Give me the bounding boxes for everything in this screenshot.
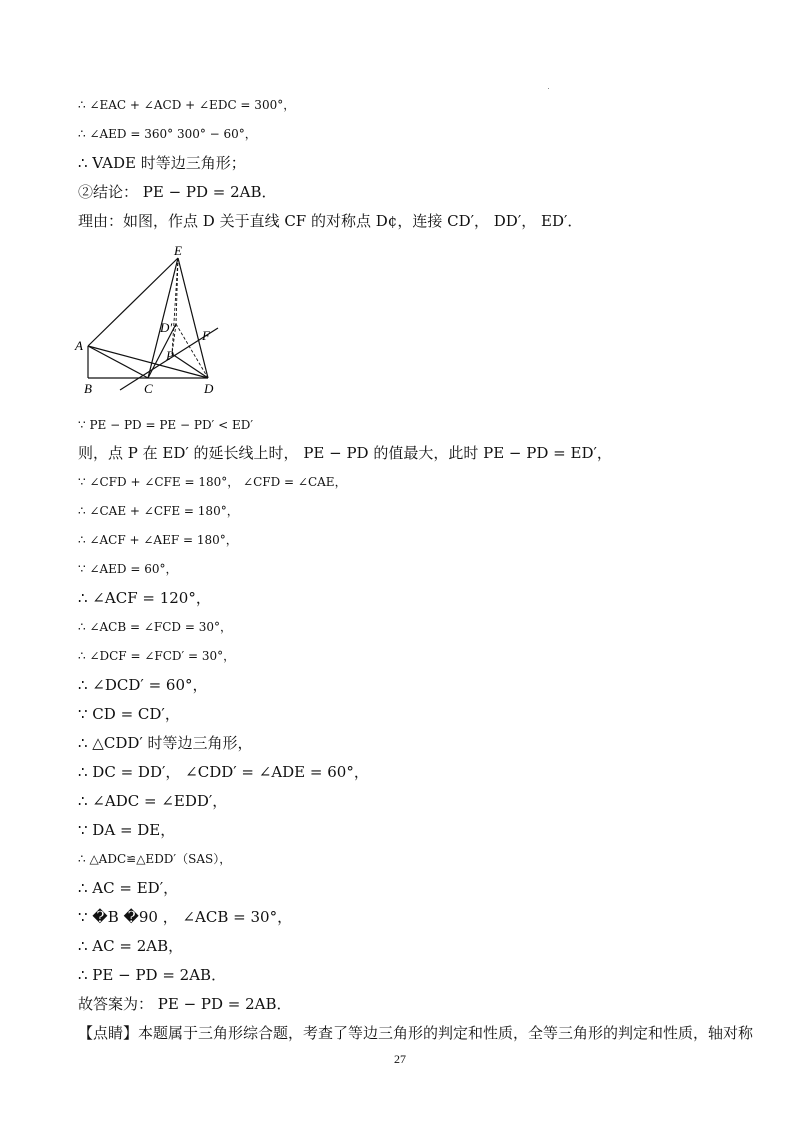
text-line: ∴ PE − PD = 2AB．	[78, 966, 227, 984]
text-line: ∴ ∠CAE + ∠CFE = 180°，	[78, 504, 239, 518]
text-line: ∴ ∠ACF = 120°，	[78, 589, 211, 607]
label-C: C	[144, 381, 153, 396]
label-E: E	[174, 243, 182, 258]
text-line: ∵ DA = DE，	[78, 821, 176, 839]
text-line: ∴ ∠ADC = ∠EDD′，	[78, 792, 228, 810]
label-F: F	[202, 328, 210, 343]
text-line: ∴ ∠DCF = ∠FCD′ = 30°，	[78, 649, 236, 663]
text-line: ∴ AC = 2AB，	[78, 937, 184, 955]
text-line: ∴ DC = DD′， ∠CDD′ = ∠ADE = 60°，	[78, 763, 369, 781]
segment-AD	[88, 346, 208, 378]
text-line: 故答案为： PE − PD = 2AB．	[78, 995, 292, 1013]
label-D: D	[204, 381, 214, 396]
text-line: ∵ CD = CD′，	[78, 705, 180, 723]
text-line: ∵ ∠AED = 60°，	[78, 562, 178, 576]
text-line: ②结论： PE − PD = 2AB．	[78, 183, 277, 201]
label-D-prime: D′	[160, 320, 173, 335]
dashed-ED-prime	[176, 258, 178, 324]
text-line: ∴ VADE 时等边三角形；	[78, 154, 246, 172]
label-P: P	[166, 348, 174, 363]
text-line: ∴ △ADC≌△EDD′（SAS），	[78, 852, 232, 866]
scan-speck	[548, 88, 549, 89]
text-line: ∴ ∠EAC + ∠ACD + ∠EDC = 300°，	[78, 98, 296, 112]
text-line: ∴ ∠DCD′ = 60°，	[78, 676, 208, 694]
text-line: ∴ ∠AED = 360° 300° − 60°，	[78, 127, 257, 141]
text-line: ∴ AC = ED′，	[78, 879, 179, 897]
segment-AC	[88, 346, 148, 378]
geometry-figure	[70, 240, 230, 400]
label-B: B	[84, 381, 92, 396]
page-number: 27	[394, 1052, 406, 1066]
text-line: 【点睛】本题属于三角形综合题，考查了等边三角形的判定和性质，全等三角形的判定和性质，轴对称	[78, 1024, 754, 1042]
segment-ED	[178, 258, 208, 378]
text-line: 则，点 P 在 ED′ 的延长线上时， PE − PD 的值最大，此时 PE − PD = ED′，	[78, 444, 612, 462]
text-line: ∵ PE − PD = PE − PD′ < ED′	[78, 418, 254, 432]
text-line: ∴ ∠ACF + ∠AEF = 180°，	[78, 533, 238, 547]
text-line: ∵ �B �90 ， ∠ACB = 30°，	[78, 908, 293, 926]
text-line: 理由：如图，作点 D 关于直线 CF 的对称点 D¢，连接 CD′， DD′， ED′．	[78, 212, 583, 230]
text-line: ∴ △CDD′ 时等边三角形，	[78, 734, 253, 752]
label-A: A	[75, 338, 83, 353]
text-line: ∴ ∠ACB = ∠FCD = 30°，	[78, 620, 232, 634]
text-line: ∵ ∠CFD + ∠CFE = 180°， ∠CFD = ∠CAE，	[78, 475, 347, 489]
